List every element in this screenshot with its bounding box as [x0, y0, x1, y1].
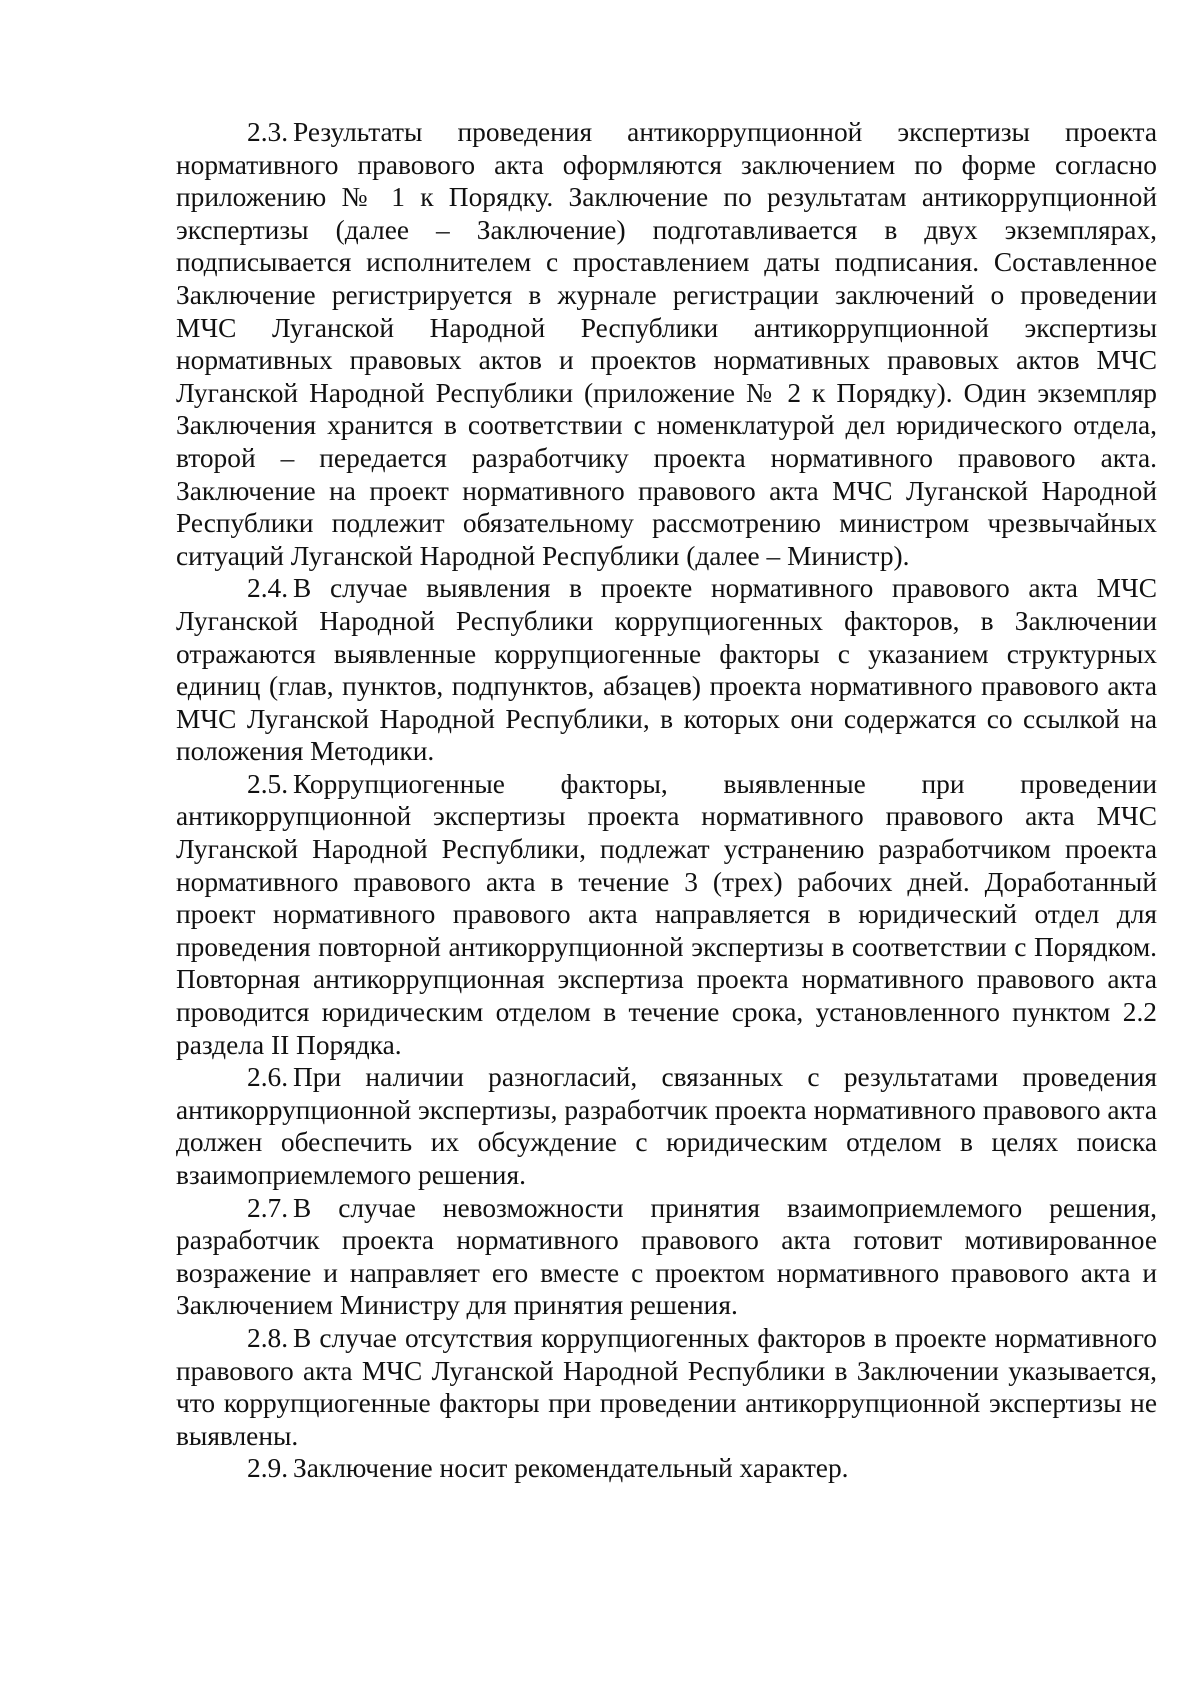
- paragraph-number: 2.3.: [247, 117, 289, 147]
- paragraph-2-8: [176, 1322, 1157, 1452]
- paragraph-number: 2.5.: [247, 768, 289, 799]
- paragraph-text: В случае невозможности принятия взаимоприемлемого решения, разработчик проекта нормативного правового акта готовит мотивированное возражение и направляет его вместе с проектом нормативного правового акта и Заключением Министру для принятия решения.: [176, 1192, 1157, 1321]
- paragraph-number: 2.8.: [247, 1322, 289, 1353]
- paragraph-text: В случае выявления в проекте нормативного правового акта МЧС Луганской Народной Республики коррупциогенных факторов, в Заключении отражаются выявленные коррупциогенные факторы с указанием структурных единиц (глав, пунктов, подпунктов, абзацев) проекта нормативного правового акта МЧС Луганской Народной Республики, в которых они содержатся со ссылкой на положения Методики.: [176, 573, 1157, 767]
- paragraph-text: Заключение носит рекомендательный характер.: [293, 1453, 849, 1484]
- paragraph-2-6: [176, 1061, 1157, 1191]
- paragraph-number: 2.7.: [247, 1192, 289, 1223]
- paragraph-2-4: [176, 572, 1157, 768]
- paragraph-number: 2.4.: [247, 573, 289, 604]
- paragraph-text: В случае отсутствия коррупциогенных факторов в проекте нормативного правового акта МЧС Луганской Народной Республики в Заключении указывается, что коррупциогенные факторы при проведении антикоррупционной экспертизы не выявлены.: [176, 1322, 1157, 1451]
- paragraph-text: При наличии разногласий, связанных с результатами проведения антикоррупционной экспертизы, разработчик проекта нормативного правового акта должен обеспечить их обсуждение с юридическим отделом в целях поиска взаимоприемлемого решения.: [176, 1062, 1157, 1190]
- paragraph-number: 2.6.: [247, 1062, 289, 1093]
- paragraph-2-3: [176, 116, 1157, 572]
- paragraph-text: Коррупциогенные факторы, выявленные при проведении антикоррупционной экспертизы проекта нормативного правового акта МЧС Луганской Народной Республики, подлежат устранению разработчиком проекта нормативного правового акта в течение 3 (трех) рабочих дней. Доработанный проект нормативного правового акта направляется в юридический отдел для проведения повторной антикоррупционной экспертизы в соответствии с Порядком. Повторная антикоррупционная экспертиза проекта нормативного правового акта проводится юридическим отделом в течение срока, установленного пунктом 2.2 раздела II Порядка.: [176, 768, 1157, 1060]
- paragraph-2-9: [176, 1452, 1157, 1485]
- paragraph-number: 2.9.: [247, 1453, 289, 1484]
- paragraph-2-7: [176, 1192, 1157, 1322]
- paragraph-2-5: [176, 768, 1157, 1061]
- paragraph-text: Результаты проведения антикоррупционной экспертизы проекта нормативного правового акта оформляются заключением по форме согласно приложению № 1 к Порядку. Заключение по результатам антикоррупционной экспертизы (далее – Заключение) подготавливается в двух экземплярах, подписывается исполнителем с проставлением даты подписания. Составленное Заключение регистрируется в журнале регистрации заключений о проведении МЧС Луганской Народной Республики антикоррупционной экспертизы нормативных правовых актов и проектов нормативных правовых актов МЧС Луганской Народной Республики (приложение № 2 к Порядку). Один экземпляр Заключения хранится в соответствии с номенклатурой дел юридического отдела, второй – передается разработчику проекта нормативного правового акта. Заключение на проект нормативного правового акта МЧС Луганской Народной Республики подлежит обязательному рассмотрению министром чрезвычайных ситуаций Луганской Народной Республики (далее – Министр).: [176, 117, 1157, 571]
- document-body: [176, 116, 1157, 1485]
